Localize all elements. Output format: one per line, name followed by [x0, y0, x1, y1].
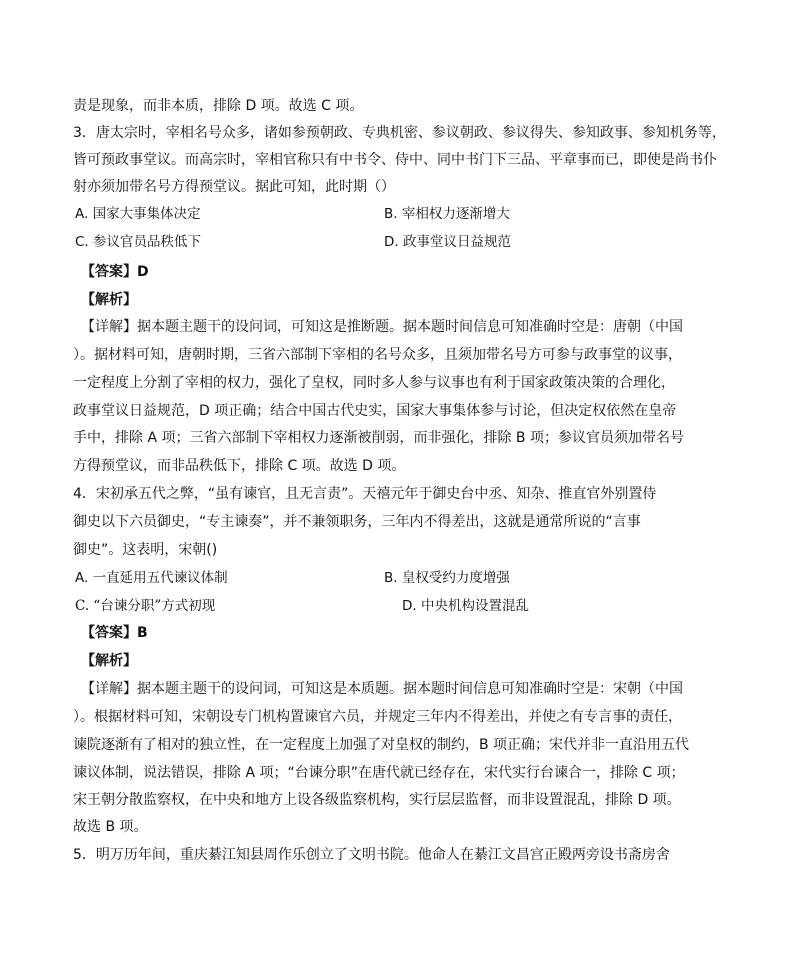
q5-stem-line-1: 5．明万历年间，重庆綦江知县周作乐创立了文明书院。他命人在綦江文昌宫正殿两旁设书斋房舍 — [73, 847, 670, 863]
q4-detail-line-1: 【详解】据本题主题干的设问词，可知这是本质题。据本题时间信息可知准确时空是：宋朝（中国 — [81, 681, 683, 697]
q4-stem-line-1: 4．宋初承五代之弊，“虽有谏官，且无言责”。天禧元年于御史台中丞、知杂、推直官外别置侍 — [73, 486, 657, 502]
q4-detail-line-6: 故选 B 项。 — [73, 819, 148, 835]
q3-analysis-label: 【解析】 — [81, 292, 137, 308]
q3-option-c: C. 参议官员品秩低下 — [75, 234, 202, 250]
q4-detail-line-4: 谏议体制，说法错误，排除 A 项；“台谏分职”在唐代就已经存在，宋代实行台谏合一，排除 C 项； — [73, 765, 685, 781]
q3-detail-line-1: 【详解】据本题主题干的设问词，可知这是推断题。据本题时间信息可知准确时空是：唐朝（中国 — [81, 319, 683, 335]
q4-detail-line-3: 谏院逐渐有了相对的独立性，在一定程度上加强了对皇权的制约，B 项正确；宋代并非一直沿用五代 — [73, 737, 690, 753]
q3-detail-line-3: 一定程度上分割了宰相的权力，强化了皇权，同时多人参与议事也有利于国家政策决策的合理化， — [73, 375, 675, 391]
q4-option-b: B. 皇权受约力度增强 — [384, 570, 510, 586]
carry-over-text: 责是现象，而非本质，排除 D 项。故选 C 项。 — [73, 98, 364, 114]
q4-option-a: A. 一直延用五代谏议体制 — [75, 570, 228, 586]
q4-stem-line-3: 御史”。这表明，宋朝() — [73, 542, 218, 558]
q4-answer: 【答案】B — [81, 625, 148, 641]
q3-stem-line-2: 皆可预政事堂议。而高宗时，宰相官称只有中书令、侍中、同中书门下三品、平章事而已，即使是尚书仆 — [73, 152, 717, 168]
q4-stem-line-2: 御史以下六员御史，“专主谏奏”，并不兼领职务，三年内不得差出，这就是通常所说的“言事 — [73, 514, 641, 530]
q4-option-c: C. “台谏分职”方式初现 — [75, 598, 216, 614]
q3-option-b: B. 宰相权力逐渐增大 — [384, 206, 510, 222]
q3-option-a: A. 国家大事集体决定 — [75, 206, 201, 222]
q3-stem-line-1: 3．唐太宗时，宰相名号众多，诸如参预朝政、专典机密、参议朝政、参议得失、参知政事、参知机务等， — [73, 125, 726, 141]
q3-detail-line-4: 政事堂议日益规范，D 项正确；结合中国古代史实，国家大事集体参与讨论，但决定权依然在皇帝 — [73, 403, 677, 419]
q3-detail-line-5: 手中，排除 A 项；三省六部制下宰相权力逐渐被削弱，而非强化，排除 B 项；参议官员须加带名号 — [73, 430, 684, 446]
q3-answer: 【答案】D — [81, 264, 149, 280]
q3-option-d: D. 政事堂议日益规范 — [384, 234, 511, 250]
q3-stem-line-3: 射亦须加带名号方得预堂议。据此可知，此时期（） — [73, 179, 395, 195]
q4-option-d: D. 中央机构设置混乱 — [402, 598, 529, 614]
q3-detail-line-6: 方得预堂议，而非品秩低下，排除 C 项。故选 D 项。 — [73, 458, 406, 474]
q4-detail-line-5: 宋王朝分散监察权，在中央和地方上设各级监察机构，实行层层监督，而非设置混乱，排除 D 项。 — [73, 792, 681, 808]
q3-detail-line-2: ）。据材料可知，唐朝时期，三省六部制下宰相的名号众多，且须加带名号方可参与政事堂的议事， — [73, 347, 682, 363]
q4-detail-line-2: ）。根据材料可知，宋朝设专门机构置谏官六员，并规定三年内不得差出，并使之有专言事的责任， — [73, 709, 682, 725]
q4-analysis-label: 【解析】 — [81, 653, 137, 669]
